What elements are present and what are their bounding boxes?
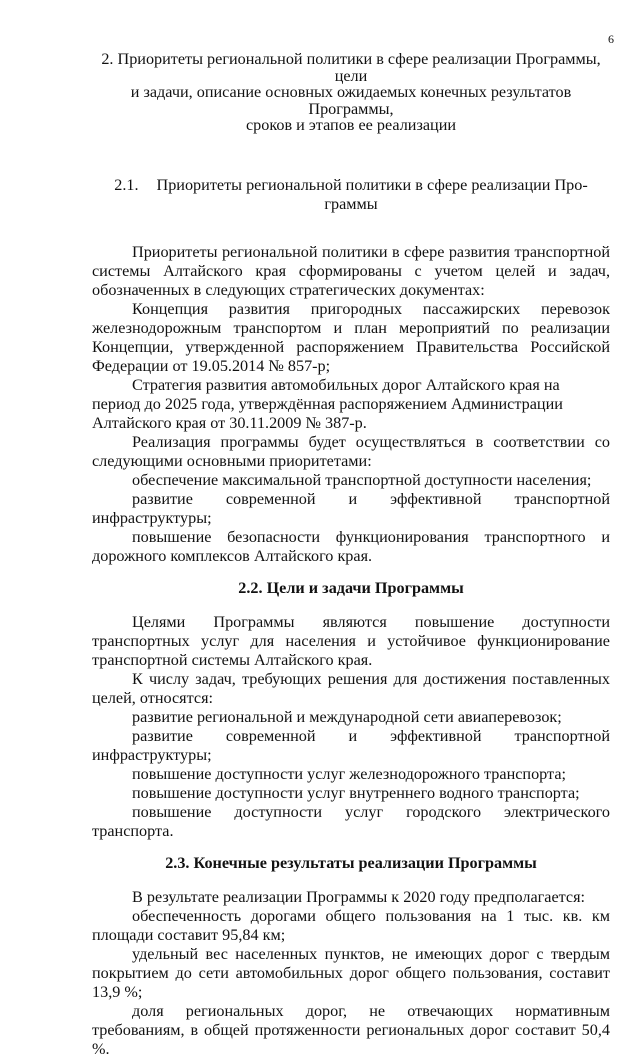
program-goals: Целями Программы являются повышение доступности транспортных услуг для населения и устойчивое функционирование транспортной системы Алтайского края.: [92, 612, 610, 669]
result-item: доля региональных дорог, не отвечающих нормативным требованиям, в общей протяженности региональных дорог составит 50,4 %.: [92, 1001, 610, 1058]
section-2-1-heading: [92, 176, 610, 214]
priorities-intro: Реализация программы будет осуществляться в соответствии со следующими основными приоритетами:: [92, 432, 610, 470]
results-intro: В результате реализации Программы к 2020 году предполагается:: [132, 887, 586, 906]
priority-item: повышение безопасности функционирования транспортного и дорожного комплексов Алтайского края.: [92, 527, 610, 565]
task-item: развитие региональной и международной сети авиаперевозок;: [132, 707, 562, 726]
task-item: повышение доступности услуг городского электрического транспорта.: [92, 802, 610, 840]
section-2-1-title-line-2: граммы: [324, 194, 378, 213]
strategic-document-1: Концепция развития пригородных пассажирских перевозок железнодорожным транспортом и план мероприятий по реализации Концепции, утвержденной распоряжением Правительства Российской Федерации от 19.05.2014 № 857-р;: [92, 299, 610, 375]
result-item: обеспеченность дорогами общего пользования на 1 тыс. кв. км площади составит 95,84 км;: [92, 906, 610, 944]
section-2-1-title-line-1: Приоритеты региональной политики в сфере реализации Про-: [156, 175, 588, 194]
priority-item: развитие современной и эффективной транспортной инфраструктуры;: [92, 489, 610, 527]
task-item: повышение доступности услуг железнодорожного транспорта;: [132, 764, 567, 783]
tasks-intro: К числу задач, требующих решения для достижения поставленных целей, относятся:: [92, 669, 610, 707]
section-2-2-heading: 2.2. Цели и задачи Программы: [238, 578, 464, 597]
task-item: повышение доступности услуг внутреннего водного транспорта;: [132, 783, 580, 802]
strategic-document-2: Стратегия развития автомобильных дорог Алтайского края на период до 2025 года, утверждённая распоряжением Администрации Алтайского края от 30.11.2009 № 387-р.: [92, 375, 563, 432]
section-2-3-heading: 2.3. Конечные результаты реализации Программы: [165, 853, 537, 872]
chapter-title: [92, 51, 610, 134]
chapter-title-line-1: 2. Приоритеты региональной политики в сфере реализации Программы, цели: [101, 50, 601, 85]
chapter-title-line-3: сроков и этапов ее реализации: [245, 116, 457, 134]
page-number: 6: [608, 32, 614, 46]
section-2-1-intro: Приоритеты региональной политики в сфере развития транспортной системы Алтайского края сформированы с учетом целей и задач, обозначенных в следующих стратегических документах:: [92, 242, 610, 299]
result-item: удельный вес населенных пунктов, не имеющих дорог с твердым покрытием до сети автомобильных дорог общего пользования, составит 13,9 %;: [92, 944, 610, 1001]
document-content: [92, 51, 610, 1059]
section-2-1-number: 2.1.: [114, 175, 139, 194]
task-item: развитие современной и эффективной транспортной инфраструктуры;: [92, 726, 610, 764]
priority-item: обеспечение максимальной транспортной доступности населения;: [132, 470, 592, 489]
chapter-title-line-2: и задачи, описание основных ожидаемых конечных результатов Программы,: [130, 83, 572, 118]
